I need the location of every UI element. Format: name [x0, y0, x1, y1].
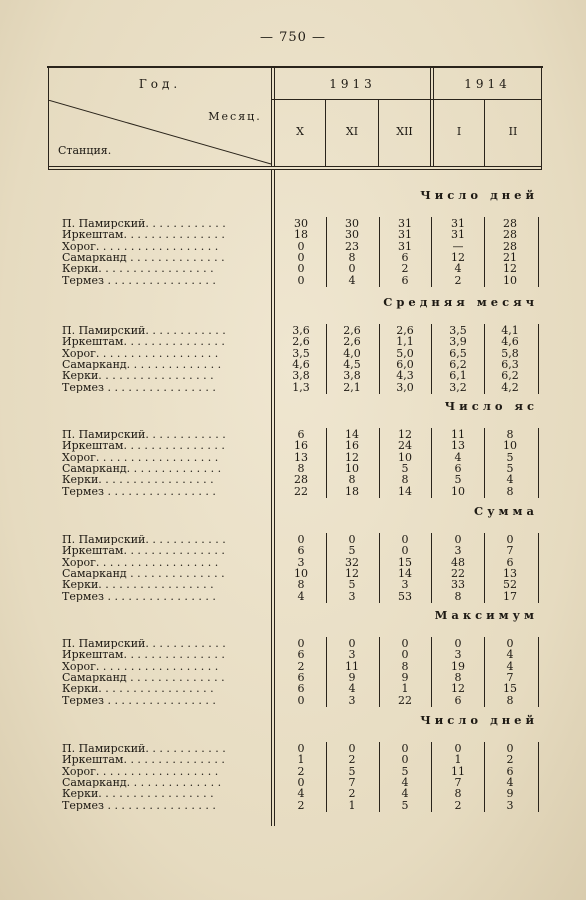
station-name: Самарканд . . . . . . . . . . . . . .	[62, 251, 225, 264]
data-cell: 6,2	[449, 357, 467, 371]
data-cell: 0	[348, 637, 356, 650]
column-rule	[379, 324, 380, 394]
data-cell: 3	[401, 578, 409, 592]
station-name: Иркештам. . . . . . . . . . . . . . .	[62, 229, 225, 241]
data-cell: 5	[506, 461, 514, 475]
data-cell: 3,8	[343, 369, 361, 383]
data-cell: 8	[401, 659, 409, 673]
column-rule	[379, 428, 380, 498]
station-name: Хорог. . . . . . . . . . . . . . . . . .	[62, 765, 219, 777]
table-top-rule	[47, 66, 543, 68]
station-name: Термез . . . . . . . . . . . . . . . .	[62, 799, 216, 811]
data-cell: 5	[348, 578, 356, 592]
data-cell: 11	[451, 428, 465, 441]
station-name: Термез . . . . . . . . . . . . . . . .	[62, 381, 216, 393]
year-divider	[430, 68, 431, 166]
column-rule	[431, 533, 432, 603]
page-number: — 750 —	[259, 30, 327, 45]
station-name: Хорог. . . . . . . . . . . . . . . . . .	[62, 660, 219, 672]
month-header-I: I	[456, 125, 462, 138]
station-name: Хорог. . . . . . . . . . . . . . . . . .	[62, 451, 219, 463]
data-cell: 8	[506, 428, 514, 441]
data-cell: 0	[297, 239, 305, 253]
data-cell: 16	[294, 439, 308, 453]
data-cell: 6,2	[501, 369, 519, 383]
data-cell: 2	[454, 273, 462, 287]
month-header-XI: XI	[345, 125, 359, 138]
data-cell: 0	[401, 533, 409, 546]
station-name: Керки. . . . . . . . . . . . . . . . .	[62, 788, 214, 800]
data-cell: 7	[454, 775, 462, 789]
data-cell: 5	[454, 473, 462, 487]
data-cell: 3	[348, 648, 356, 662]
station-name: Керки. . . . . . . . . . . . . . . . .	[62, 579, 214, 591]
data-cell: 1	[454, 753, 462, 767]
data-cell: 11	[345, 659, 359, 673]
column-rule	[538, 324, 539, 394]
station-name: Хорог. . . . . . . . . . . . . . . . . .	[62, 347, 219, 359]
data-cell: 1,3	[292, 380, 310, 394]
data-cell: 4,3	[396, 369, 414, 383]
data-cell: 1	[297, 753, 305, 767]
station-name: Самарканд. . . . . . . . . . . . . .	[62, 776, 222, 789]
data-cell: 10	[294, 566, 308, 580]
data-cell: 53	[398, 589, 412, 603]
station-name: Керки. . . . . . . . . . . . . . . . .	[62, 474, 214, 486]
data-cell: 0	[348, 742, 356, 755]
data-cell: 6	[297, 670, 305, 684]
station-name: Термез . . . . . . . . . . . . . . . .	[62, 274, 216, 286]
data-cell: 0	[454, 742, 462, 755]
data-cell: 15	[398, 555, 412, 569]
data-cell: 3	[506, 798, 514, 812]
data-cell: 9	[401, 670, 409, 684]
data-cell: 4	[454, 450, 462, 464]
column-rule	[326, 217, 327, 287]
section-title: Число яс	[444, 399, 538, 413]
data-cell: 0	[297, 533, 305, 546]
data-cell: 32	[345, 555, 359, 569]
data-cell: 5	[401, 764, 409, 778]
year-1914-label: 1914	[464, 77, 511, 91]
data-cell: 6	[454, 461, 462, 475]
column-rule	[326, 742, 327, 812]
data-cell: 6	[401, 250, 409, 264]
data-cell: 3,5	[449, 324, 467, 337]
data-cell: 2,1	[343, 380, 361, 394]
column-rule	[431, 637, 432, 707]
data-cell: 31	[451, 228, 465, 242]
data-cell: 10	[503, 273, 517, 287]
data-cell: 21	[503, 250, 517, 264]
data-cell: 19	[451, 659, 465, 673]
data-cell: 0	[297, 742, 305, 755]
data-cell: 3,9	[449, 335, 467, 349]
station-name: Иркештам. . . . . . . . . . . . . . .	[62, 754, 225, 766]
column-rule	[431, 217, 432, 287]
station-name: Самарканд. . . . . . . . . . . . . .	[62, 462, 222, 475]
data-cell: 2	[297, 798, 305, 812]
table-right-border	[541, 66, 542, 169]
data-cell: 10	[451, 484, 465, 498]
data-cell: 7	[506, 670, 514, 684]
data-cell: 4	[348, 273, 356, 287]
data-cell: 10	[398, 450, 412, 464]
data-cell: 0	[401, 753, 409, 767]
data-cell: 4	[348, 682, 356, 696]
data-cell: 0	[297, 693, 305, 707]
data-cell: 0	[401, 544, 409, 558]
data-cell: 2	[401, 262, 409, 276]
data-cell: 8	[348, 473, 356, 487]
data-cell: 1,1	[396, 335, 414, 349]
data-cell: 6	[401, 273, 409, 287]
column-rule	[484, 324, 485, 394]
data-cell: 6	[454, 693, 462, 707]
data-cell: 4,6	[292, 357, 310, 371]
data-cell: 4	[454, 262, 462, 276]
data-cell: 23	[345, 239, 359, 253]
data-cell: 22	[398, 693, 412, 707]
data-cell: 7	[506, 544, 514, 558]
column-rule	[484, 533, 485, 603]
data-cell: 12	[345, 566, 359, 580]
data-cell: 0	[297, 273, 305, 287]
data-cell: 13	[294, 450, 308, 464]
data-cell: 14	[345, 428, 359, 441]
station-name: Керки. . . . . . . . . . . . . . . . .	[62, 263, 214, 275]
data-cell: 5	[506, 450, 514, 464]
data-cell: 2	[297, 659, 305, 673]
station-name: П. Памирский. . . . . . . . . . . .	[62, 534, 226, 546]
data-cell: 14	[398, 566, 412, 580]
data-cell: 4	[297, 589, 305, 603]
data-cell: 8	[297, 461, 305, 475]
data-cell: 6	[506, 555, 514, 569]
station-name: Термез . . . . . . . . . . . . . . . .	[62, 694, 216, 706]
station-name: Термез . . . . . . . . . . . . . . . .	[62, 590, 216, 602]
data-cell: 2,6	[292, 335, 310, 349]
data-cell: 8	[454, 787, 462, 801]
data-cell: 6	[297, 682, 305, 696]
station-name: П. Памирский. . . . . . . . . . . .	[62, 325, 226, 337]
data-cell: 3	[348, 589, 356, 603]
data-cell: 13	[503, 566, 517, 580]
data-cell: 22	[294, 484, 308, 498]
data-cell: 0	[297, 250, 305, 264]
data-cell: 2	[348, 787, 356, 801]
data-cell: 3,0	[396, 380, 414, 394]
data-cell: 31	[398, 228, 412, 242]
section-title: Средняя месяч	[383, 295, 538, 309]
data-cell: 0	[401, 742, 409, 755]
data-cell: 12	[451, 250, 465, 264]
data-cell: 15	[503, 682, 517, 696]
header-year-rule	[271, 99, 541, 100]
data-cell: 48	[451, 555, 465, 569]
data-cell: 16	[345, 439, 359, 453]
data-cell: 6	[297, 428, 305, 441]
station-name: Самарканд. . . . . . . . . . . . . .	[62, 358, 222, 371]
data-cell: 10	[503, 439, 517, 453]
body-stub-divider-2	[274, 170, 275, 826]
column-rule	[326, 324, 327, 394]
column-rule	[484, 428, 485, 498]
data-cell: 28	[503, 217, 517, 230]
year-column-label: Год.	[138, 77, 182, 91]
year-1913-label: 1913	[329, 77, 376, 91]
data-cell: 0	[454, 637, 462, 650]
data-cell: 8	[297, 578, 305, 592]
data-cell: 4	[506, 473, 514, 487]
data-cell: 0	[348, 533, 356, 546]
data-cell: 12	[398, 428, 412, 441]
data-cell: 10	[345, 461, 359, 475]
data-cell: 13	[451, 439, 465, 453]
section-title: Максимум	[434, 608, 538, 622]
section-title: Число дней	[420, 188, 538, 202]
data-cell: 4	[401, 787, 409, 801]
data-cell: 5,0	[396, 346, 414, 360]
column-rule	[326, 533, 327, 603]
header-bottom-rule	[48, 166, 542, 167]
data-cell: 4	[506, 659, 514, 673]
column-rule	[484, 742, 485, 812]
column-rule	[431, 428, 432, 498]
data-cell: 17	[503, 589, 517, 603]
data-cell: 2,6	[396, 324, 414, 337]
data-cell: 4,2	[501, 380, 519, 394]
section-title: Сумма	[474, 504, 538, 518]
station-name: П. Памирский. . . . . . . . . . . .	[62, 743, 226, 755]
data-cell: 31	[451, 217, 465, 230]
column-rule	[538, 742, 539, 812]
station-name: П. Памирский. . . . . . . . . . . .	[62, 638, 226, 650]
data-cell: 3	[454, 648, 462, 662]
data-cell: 12	[451, 682, 465, 696]
data-cell: 24	[398, 439, 412, 453]
data-cell: 4,6	[501, 335, 519, 349]
data-cell: 2	[454, 798, 462, 812]
data-cell: 18	[294, 228, 308, 242]
data-cell: 6	[297, 544, 305, 558]
column-rule	[379, 637, 380, 707]
column-rule	[326, 428, 327, 498]
data-cell: 31	[398, 239, 412, 253]
data-cell: 8	[454, 670, 462, 684]
data-cell: 7	[348, 775, 356, 789]
column-rule	[538, 533, 539, 603]
column-rule	[538, 217, 539, 287]
data-cell: 0	[297, 637, 305, 650]
data-cell: 52	[503, 578, 517, 592]
data-cell: 3	[348, 693, 356, 707]
data-cell: 8	[348, 250, 356, 264]
column-rule	[379, 217, 380, 287]
data-cell: 12	[503, 262, 517, 276]
data-cell: 6,5	[449, 346, 467, 360]
station-axis-label: Станция.	[58, 144, 112, 157]
station-name: Иркештам. . . . . . . . . . . . . . .	[62, 440, 225, 452]
station-name: Керки. . . . . . . . . . . . . . . . .	[62, 370, 214, 382]
data-cell: 2,6	[343, 324, 361, 337]
data-cell: 8	[506, 693, 514, 707]
data-cell: 5,8	[501, 346, 519, 360]
data-cell: 4,5	[343, 357, 361, 371]
data-cell: 2	[348, 753, 356, 767]
column-rule	[484, 217, 485, 287]
data-cell: 3,5	[292, 346, 310, 360]
data-cell: 2,6	[343, 335, 361, 349]
data-cell: 11	[451, 764, 465, 778]
data-cell: 3	[454, 544, 462, 558]
month-axis-label: Месяц.	[208, 110, 262, 123]
data-cell: 0	[506, 637, 514, 650]
data-cell: 3,6	[292, 324, 310, 337]
station-name: Хорог. . . . . . . . . . . . . . . . . .	[62, 240, 219, 252]
station-name: П. Памирский. . . . . . . . . . . .	[62, 429, 226, 441]
header-bottom-rule-2	[48, 169, 542, 170]
column-rule	[484, 637, 485, 707]
column-rule	[326, 637, 327, 707]
month-header-XII: XII	[396, 125, 413, 138]
data-cell: 9	[348, 670, 356, 684]
data-cell: 0	[506, 533, 514, 546]
data-cell: —	[452, 239, 464, 253]
data-cell: 0	[401, 637, 409, 650]
data-cell: 31	[398, 217, 412, 230]
month-header-X: X	[296, 125, 304, 138]
column-rule	[538, 428, 539, 498]
data-cell: 5	[348, 764, 356, 778]
data-cell: 8	[506, 484, 514, 498]
station-name: Иркештам. . . . . . . . . . . . . . .	[62, 545, 225, 557]
column-rule	[379, 533, 380, 603]
data-cell: 6	[297, 648, 305, 662]
data-cell: 8	[401, 473, 409, 487]
station-name: Керки. . . . . . . . . . . . . . . . .	[62, 683, 214, 695]
data-cell: 4	[297, 787, 305, 801]
data-cell: 0	[401, 648, 409, 662]
data-cell: 0	[506, 742, 514, 755]
data-cell: 6	[506, 764, 514, 778]
data-cell: 0	[348, 262, 356, 276]
data-cell: 30	[345, 228, 359, 242]
data-cell: 28	[503, 239, 517, 253]
data-cell: 9	[506, 787, 514, 801]
data-cell: 33	[451, 578, 465, 592]
data-cell: 6,0	[396, 357, 414, 371]
station-name: Термез . . . . . . . . . . . . . . . .	[62, 485, 216, 497]
station-name: П. Памирский. . . . . . . . . . . .	[62, 218, 226, 230]
data-cell: 6,3	[501, 357, 519, 371]
data-cell: 4,0	[343, 346, 361, 360]
section-title: Число дней	[420, 713, 538, 727]
data-cell: 0	[297, 775, 305, 789]
data-cell: 4	[506, 648, 514, 662]
data-cell: 30	[294, 217, 308, 230]
station-name: Иркештам. . . . . . . . . . . . . . .	[62, 649, 225, 661]
data-cell: 2	[506, 753, 514, 767]
column-rule	[538, 637, 539, 707]
data-cell: 1	[348, 798, 356, 812]
data-cell: 14	[398, 484, 412, 498]
data-cell: 5	[401, 461, 409, 475]
data-cell: 8	[454, 589, 462, 603]
data-cell: 12	[345, 450, 359, 464]
data-cell: 1	[401, 682, 409, 696]
data-cell: 4,1	[501, 324, 519, 337]
data-cell: 5	[401, 798, 409, 812]
data-cell: 4	[506, 775, 514, 789]
data-cell: 0	[454, 533, 462, 546]
month-header-II: II	[508, 125, 518, 138]
column-rule	[431, 324, 432, 394]
data-cell: 0	[297, 262, 305, 276]
data-cell: 3,8	[292, 369, 310, 383]
data-cell: 28	[503, 228, 517, 242]
data-cell: 5	[348, 544, 356, 558]
data-cell: 6,1	[449, 369, 467, 383]
data-cell: 4	[401, 775, 409, 789]
data-cell: 30	[345, 217, 359, 230]
data-cell: 3	[297, 555, 305, 569]
station-name: Хорог. . . . . . . . . . . . . . . . . .	[62, 556, 219, 568]
station-name: Самарканд . . . . . . . . . . . . . .	[62, 671, 225, 684]
column-rule	[431, 742, 432, 812]
data-cell: 3,2	[449, 380, 467, 394]
data-cell: 22	[451, 566, 465, 580]
data-cell: 18	[345, 484, 359, 498]
station-name: Иркештам. . . . . . . . . . . . . . .	[62, 336, 225, 348]
data-cell: 2	[297, 764, 305, 778]
column-rule	[379, 742, 380, 812]
data-cell: 28	[294, 473, 308, 487]
station-name: Самарканд . . . . . . . . . . . . . .	[62, 567, 225, 580]
